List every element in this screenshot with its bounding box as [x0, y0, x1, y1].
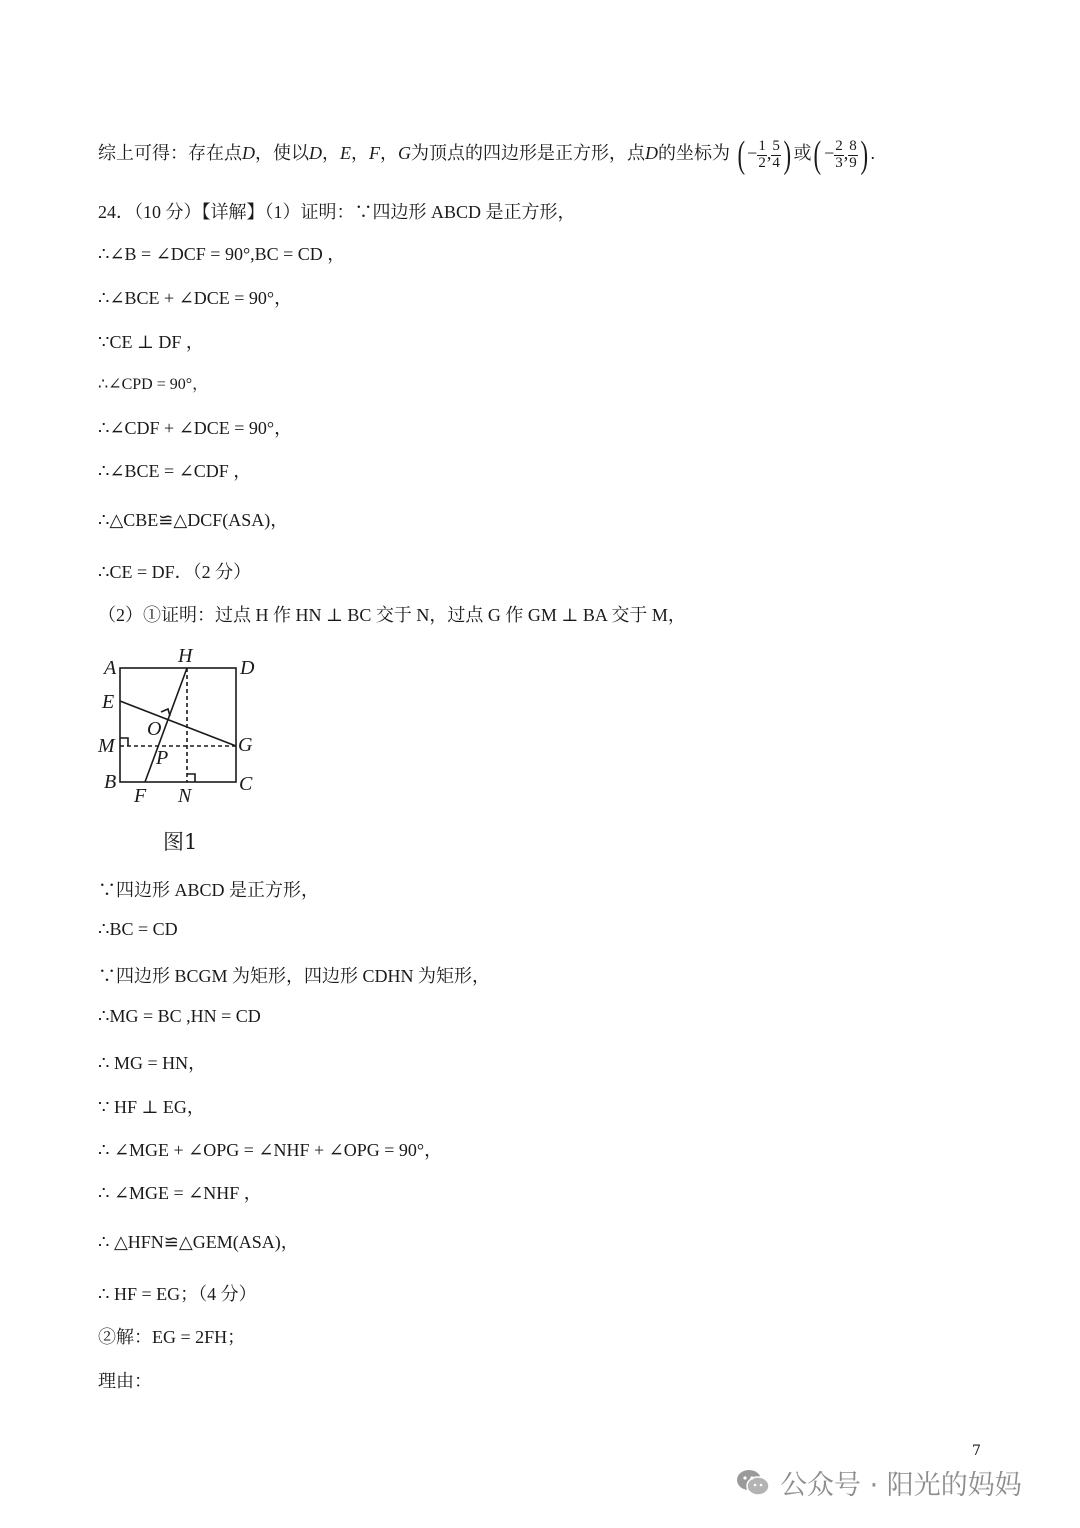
- fraction: $\frac{5}{4}$: [772, 137, 780, 171]
- proof-line: ∴∠BCE + ∠DCE = 90°，: [98, 288, 293, 308]
- proof-line: ∴BC = CD: [98, 919, 178, 939]
- part2-heading: （2）①证明：过点 H 作 HN ⊥ BC 交于 N，过点 G 作 GM ⊥ BA 交于 M，: [98, 605, 686, 625]
- point-d: D: [242, 143, 255, 164]
- label-c: C: [239, 773, 253, 795]
- point-d: D: [645, 143, 658, 164]
- proof-line: ∴ ∠MGE = ∠NHF ，: [98, 1183, 262, 1203]
- right-angle-mark: [161, 709, 170, 716]
- watermark: [736, 1463, 1022, 1502]
- comma: ，: [351, 143, 369, 164]
- point-d: D: [309, 143, 322, 164]
- proof-line: ∵四边形 ABCD 是正方形，: [98, 880, 320, 900]
- summary-text-1: 综上可得：存在点: [98, 143, 242, 164]
- label-m: M: [98, 735, 115, 757]
- or-text: 或: [793, 143, 812, 164]
- label-b: B: [104, 771, 117, 793]
- point-g: G: [398, 143, 411, 164]
- proof-line: ∴MG = BC ,HN = CD: [98, 1006, 261, 1026]
- right-angle-mark: [120, 738, 128, 746]
- watermark-text: 公众号 · 阳光的妈妈: [780, 1470, 1022, 1501]
- proof-line: ∵CE ⊥ DF ，: [98, 332, 204, 352]
- proof-line: ∵ HF ⊥ EG，: [98, 1097, 205, 1117]
- fraction: $\frac{8}{9}$: [849, 137, 857, 171]
- period: .: [870, 143, 875, 164]
- summary-text-3: 为顶点的四边形是正方形，点: [411, 143, 645, 164]
- label-e: E: [102, 691, 115, 713]
- proof-line: ∴△CBE≌△DCF(ASA)，: [98, 510, 289, 530]
- proof-line: ∴∠B = ∠DCF = 90°,BC = CD ，: [98, 244, 346, 264]
- summary-text-4: 的坐标为: [658, 143, 730, 164]
- proof-line: ∴ HF = EG；（4 分）: [98, 1284, 257, 1304]
- figure-caption: 图1: [163, 830, 198, 854]
- wechat-icon: [736, 1468, 770, 1498]
- q24-heading: 24．（10 分）【详解】（1）证明：∵四边形 ABCD 是正方形，: [98, 202, 576, 222]
- label-f: F: [134, 785, 147, 807]
- proof-line: 理由：: [98, 1371, 152, 1391]
- proof-line: ∴∠CPD = 90°，: [98, 376, 209, 393]
- label-g: G: [238, 734, 253, 756]
- proof-line: ∴CE = DF．（2 分）: [98, 562, 252, 582]
- fraction: $\frac{2}{3}$: [835, 137, 843, 171]
- fraction: $\frac{1}{2}$: [758, 137, 766, 171]
- label-n: N: [178, 785, 192, 807]
- proof-line: ②解：EG = 2FH；: [98, 1327, 246, 1347]
- label-p: P: [156, 747, 169, 769]
- square-figure: [92, 640, 272, 820]
- label-o: O: [147, 718, 162, 740]
- label-a: A: [104, 657, 117, 679]
- summary-line: 综上可得：存在点D，使以D，E，F，G为顶点的四边形是正方形，点D的坐标为 ( − $\frac{1}{2}$ , $\frac{5}{4}$ ) 或( − $\frac{2}{3}$ , $\frac{8}{9}$ ) .: [98, 134, 875, 176]
- label-h: H: [178, 645, 193, 667]
- proof-line: ∴∠CDF + ∠DCE = 90°，: [98, 418, 293, 438]
- proof-line: ∴ MG = HN，: [98, 1053, 207, 1073]
- point-e: E: [340, 143, 351, 164]
- proof-line: ∴ ∠MGE + ∠OPG = ∠NHF + ∠OPG = 90°，: [98, 1140, 443, 1160]
- summary-text-2: ，使以: [255, 143, 309, 164]
- proof-line: ∵四边形 BCGM 为矩形，四边形 CDHN 为矩形，: [98, 966, 491, 986]
- comma: ，: [322, 143, 340, 164]
- proof-line: ∴∠BCE = ∠CDF ，: [98, 461, 252, 481]
- label-d: D: [240, 657, 255, 679]
- segment-eg: [120, 701, 236, 746]
- page-number: 7: [972, 1443, 981, 1459]
- right-angle-mark: [187, 774, 195, 782]
- comma: ，: [380, 143, 398, 164]
- square-abcd: [120, 668, 236, 782]
- proof-line: ∴ △HFN≌△GEM(ASA)，: [98, 1232, 299, 1252]
- point-f: F: [369, 143, 380, 164]
